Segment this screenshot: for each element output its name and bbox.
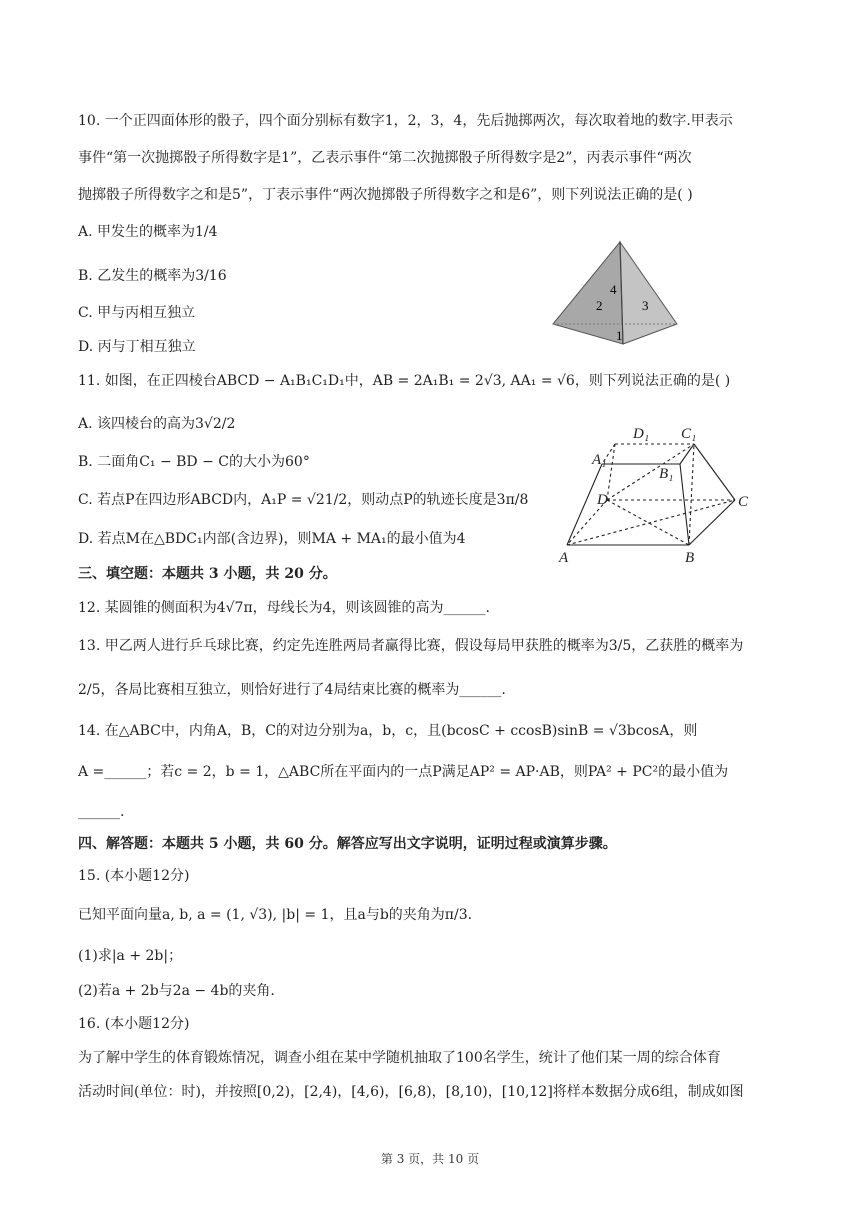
q10-option-a: A. 甲发生的概率为1/4 (78, 224, 218, 240)
q13-line2: 2/5，各局比赛相互独立，则恰好进行了4局结束比赛的概率为______. (78, 682, 506, 698)
q16-line1: 为了解中学生的体育锻炼情况，调查小组在某中学随机抽取了100名学生，统计了他们某一周的综合体育 (78, 1050, 721, 1066)
q11-line1: 11. 如图，在正四棱台ABCD − A₁B₁C₁D₁中，AB = 2A₁B₁ = 2√3, AA₁ = √6，则下列说法正确的是( ) (78, 373, 731, 389)
label-d1: D₁ (633, 426, 650, 442)
page-footer: 第 3 页，共 10 页 (380, 1152, 480, 1166)
q11-option-b: B. 二面角C₁ − BD − C的大小为60° (78, 454, 310, 470)
tetra-label-4: 4 (610, 282, 617, 297)
q15-stem: 已知平面向量a, b, a = (1, √3), |b| = 1，且a与b的夹角为π/3. (78, 907, 473, 923)
q10-line2: 事件“第一次抛掷骰子所得数字是1”，乙表示事件“第二次抛掷骰子所得数字是2”，丙表示事件“两次 (78, 150, 692, 166)
label-b1: B₁ (659, 466, 674, 482)
q10-option-b: B. 乙发生的概率为3/16 (78, 268, 227, 284)
q11-option-a: A. 该四棱台的高为3√2/2 (78, 416, 236, 432)
q16-line2: 活动时间(单位：时)，并按照[0,2)，[2,4)，[4,6)，[6,8)，[8,10)，[10,12]将样本数据分成6组，制成如图 (78, 1084, 744, 1100)
q13-line1: 13. 甲乙两人进行乒乓球比赛，约定先连胜两局者赢得比赛，假设每局甲获胜的概率为3/5，乙获胜的概率为 (78, 638, 744, 654)
tetra-label-2: 2 (596, 298, 603, 313)
tetra-label-3: 3 (642, 298, 649, 313)
q10-line1: 10. 一个正四面体形的骰子，四个面分别标有数字1，2，3，4，先后抛掷两次，每次取着地的数字.甲表示 (78, 113, 733, 129)
tetra-label-1: 1 (616, 328, 623, 343)
q12-text: 12. 某圆锥的侧面积为4√7π，母线长为4，则该圆锥的高为______. (78, 600, 491, 616)
q15-part2: (2)若a + 2b与2a − 4b的夹角. (78, 983, 275, 999)
label-a: A (559, 550, 569, 566)
q10-line3: 抛掷骰子所得数字之和是5”，丁表示事件“两次抛掷骰子所得数字之和是6”，则下列说法正确的是( ) (78, 187, 693, 203)
q10-option-c: C. 甲与丙相互独立 (78, 305, 196, 321)
q14-line2: A =______；若c = 2，b = 1，△ABC所在平面内的一点P满足AP² = AP·AB，则PA² + PC²的最小值为 (78, 764, 729, 780)
label-c1: C₁ (681, 426, 697, 442)
q11-option-d: D. 若点M在△BDC₁内部(含边界)，则MA + MA₁的最小值为4 (78, 531, 466, 547)
q10-option-d: D. 丙与丁相互独立 (78, 339, 196, 355)
q15-title: 15. (本小题12分) (78, 868, 190, 884)
tetrahedron-figure (548, 238, 683, 348)
q14-line3: ______. (78, 804, 125, 820)
section-4-heading: 四、解答题：本题共 5 小题，共 60 分。解答应写出文字说明，证明过程或演算步骤。 (78, 836, 617, 852)
label-b: B (685, 550, 695, 566)
q14-line1: 14. 在△ABC中，内角A，B，C的对边分别为a，b，c，且(bcosC + ccosB)sinB = √3bcosA，则 (78, 723, 698, 739)
label-a1: A₁ (592, 452, 607, 468)
frustum-figure (555, 418, 760, 566)
q15-part1: (1)求|a + 2b|； (78, 948, 183, 964)
q11-option-c: C. 若点P在四边形ABCD内，A₁P = √21/2，则动点P的轨迹长度是3π/8 (78, 492, 529, 508)
q16-title: 16. (本小题12分) (78, 1016, 190, 1032)
label-d: D (597, 492, 608, 508)
section-3-heading: 三、填空题：本题共 3 小题，共 20 分。 (78, 566, 337, 582)
label-c: C (738, 494, 749, 510)
